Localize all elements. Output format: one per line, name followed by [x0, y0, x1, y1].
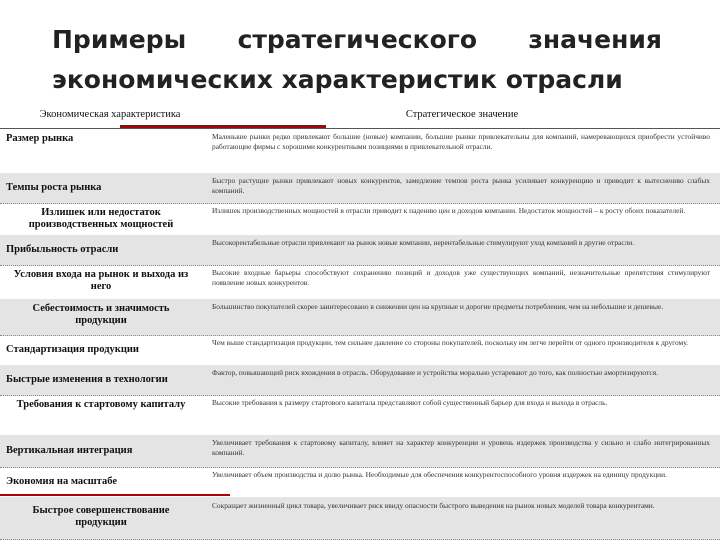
column-header-significance: Стратегическое значение	[405, 109, 519, 120]
row-significance: Большинство покупателей скорее заинтересовано в снижении цен на крупные и дорогие предметы потребления, чем на небольшие и дешевые.	[212, 302, 664, 311]
table-row	[0, 173, 720, 204]
row-characteristic: Излишек или недостаток производственных мощностей	[28, 207, 174, 230]
row-accent-line	[0, 494, 230, 496]
table-row	[0, 129, 720, 174]
row-characteristic: Экономия на масштабе	[6, 476, 117, 487]
slide-title	[52, 20, 662, 100]
row-significance: Высокорентабельные отрасли привлекают на рынок новые компании, нерентабельные стимулируют уход компаний в другие отрасли.	[212, 238, 635, 247]
row-significance: Чем выше стандартизация продукции, тем сильнее давление со стороны покупателей, поскольку им легче перейти от одного производителя к другому.	[212, 338, 689, 347]
row-characteristic: Себестоимость и значимость продукции	[32, 303, 170, 326]
table-row	[0, 497, 720, 540]
row-significance: Высокие требования к размеру стартового капитала представляют собой существенный барьер для входа и выхода в отрасль.	[212, 398, 608, 407]
row-significance: Увеличивает требования к стартовому капиталу, влияет на характер конкуренции и уровень издержек производства у сильно и слабо интегрированных компаний.	[212, 438, 710, 457]
row-characteristic: Вертикальная интеграция	[6, 445, 133, 456]
table-row	[0, 395, 720, 436]
row-characteristic: Стандартизация продукции	[6, 344, 139, 355]
table-row	[0, 435, 720, 468]
row-characteristic: Быстрое совершенствование продукции	[32, 505, 170, 528]
row-significance: Маленькие рынки редко привлекают большие (новые) компании, большие рынки привлекательны для компаний, намеревающихся приобрести устойчиво работающие фирмы с хорошими конкурентными позициями в привлекательной отрасли.	[212, 132, 710, 151]
title-word-2: стратегического	[237, 25, 477, 54]
row-characteristic: Темпы роста рынка	[6, 182, 102, 193]
table-row	[0, 203, 720, 236]
table-row	[0, 467, 720, 498]
row-significance: Сокращает жизненный цикл товара, увеличивает риск ввиду опасности быстрого выведения на рынок новых моделей товара конкурентами.	[212, 501, 655, 510]
row-significance: Быстро растущие рынки привлекают новых конкурентов, замедление темпов роста рынка усиливает конкуренцию и приводит к вытеснению слабых компаний.	[212, 176, 710, 195]
table-row	[0, 365, 720, 396]
title-line-1	[52, 20, 662, 60]
row-significance: Фактор, повышающий риск вхождения в отрасль. Оборудование и устройства морально устаревают до того, как полностью амортизируются.	[212, 368, 658, 377]
table-row	[0, 335, 720, 366]
row-characteristic: Быстрые изменения в технологии	[6, 374, 168, 385]
row-significance: Увеличивает объем производства и долю рынка. Необходимые для обеспечения конкурентоспособного уровня издержек на единицу продукции.	[212, 470, 667, 479]
table-row	[0, 235, 720, 266]
title-line-2: экономических характеристик отрасли	[52, 65, 623, 94]
table-row	[0, 265, 720, 300]
row-significance: Высокие входные барьеры способствуют сохранению позиций и доходов уже существующих компаний, незначительные препятствия стимулируют появление новых конкурентов.	[212, 268, 710, 287]
table-row	[0, 299, 720, 336]
row-characteristic: Прибыльность отрасли	[6, 244, 119, 255]
row-characteristic: Требования к стартовому капиталу	[16, 399, 186, 410]
row-characteristic: Размер рынка	[6, 133, 74, 144]
title-word-3: значения	[528, 25, 662, 54]
column-header-characteristic: Экономическая характеристика	[39, 109, 181, 120]
row-characteristic: Условия входа на рынок и выхода из него	[13, 269, 189, 292]
row-significance: Излишек производственных мощностей в отрасли приводит к падению цен и доходов компании. Недостаток мощностей – к росту обоих показателей.	[212, 206, 686, 215]
title-word-1: Примеры	[52, 25, 187, 54]
